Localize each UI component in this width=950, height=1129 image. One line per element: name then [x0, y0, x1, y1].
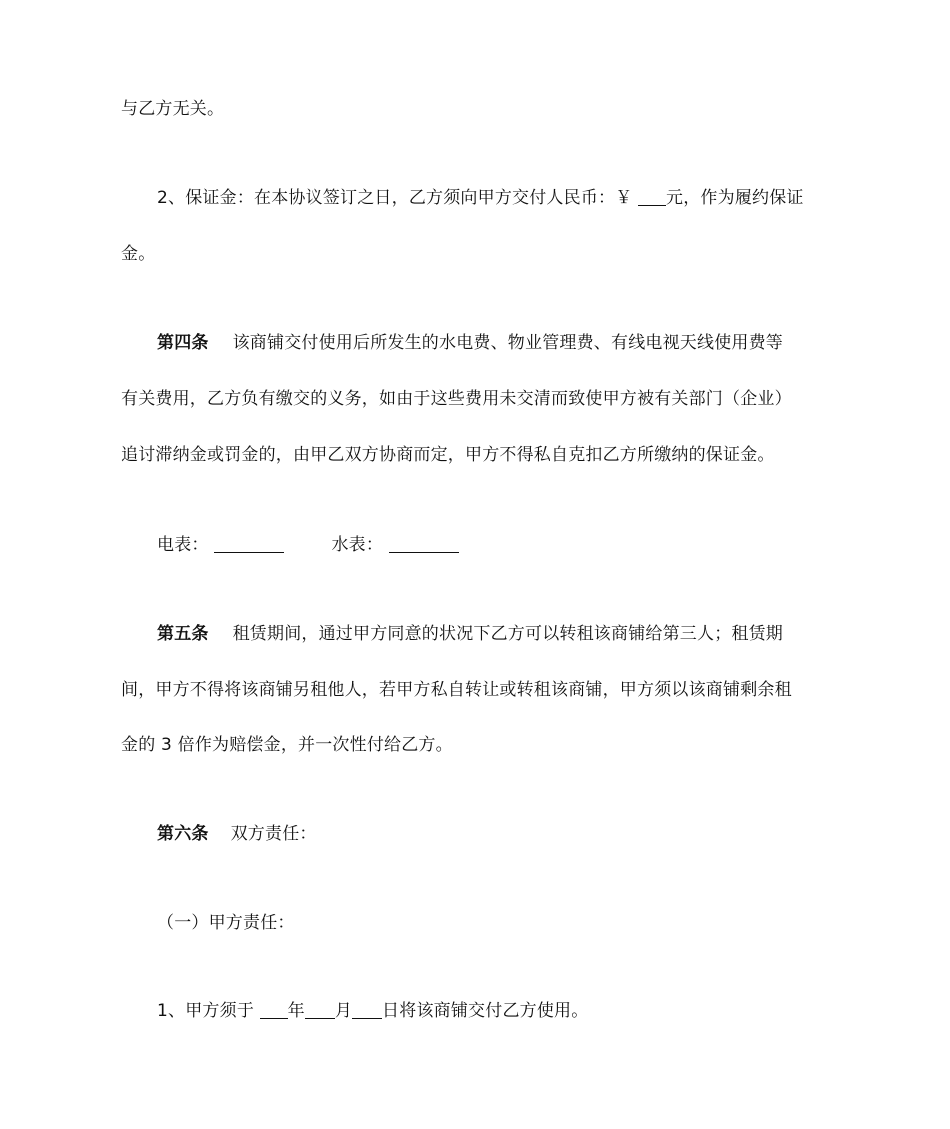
- item1-text-b: 年: [287, 1001, 305, 1021]
- day-blank: [352, 1000, 382, 1019]
- article5-line3: [121, 733, 833, 757]
- article6: [157, 822, 833, 846]
- deposit-clause: [157, 186, 833, 210]
- article4-line1: [157, 331, 833, 355]
- article5-line1: [157, 622, 833, 646]
- deposit-text-b: 元，作为履约保证: [666, 188, 804, 208]
- deposit-text-c: 金。: [121, 244, 156, 264]
- article4-text-3: 追讨滞纳金或罚金的，由甲乙双方协商而定，甲方不得私自克扣乙方所缴纳的保证金。: [121, 445, 775, 465]
- item1-text-a: 1、甲方须于: [157, 1001, 255, 1021]
- paragraph-continuation: [121, 97, 833, 121]
- deposit-clause-cont: [121, 242, 833, 266]
- article4-text-1: 该商铺交付使用后所发生的水电费、物业管理费、有线电视天线使用费等: [232, 333, 784, 353]
- item1-text-c: 月: [334, 1001, 353, 1021]
- article5-line2: [121, 678, 833, 702]
- meter-readings: [157, 533, 833, 557]
- article5-text-1: 租赁期间，通过甲方同意的状况下乙方可以转租该商铺给第三人；租赁期: [232, 624, 784, 644]
- party-a-heading: [157, 911, 833, 935]
- article4-line3: [121, 443, 833, 467]
- deposit-amount-blank: [638, 187, 666, 206]
- article6-label: 第六条: [157, 824, 209, 844]
- article5-text-2: 间，甲方不得将该商铺另租他人，若甲方私自转让或转租该商铺，甲方须以该商铺剩余租: [121, 680, 792, 700]
- party-a-heading-text: （一）甲方责任：: [157, 913, 295, 933]
- article4-line2: [121, 387, 833, 411]
- text-line: 与乙方无关。: [121, 99, 225, 119]
- party-a-item-1: [157, 999, 833, 1023]
- electric-meter-label: 电表：: [157, 535, 209, 555]
- water-meter-label: 水表：: [331, 535, 384, 555]
- deposit-text-a: 2、保证金：在本协议签订之日，乙方须向甲方交付人民币：￥: [157, 188, 633, 208]
- item1-text-d: 日将该商铺交付乙方使用。: [382, 1001, 589, 1021]
- water-meter-blank: [389, 534, 459, 553]
- article5-label: 第五条: [157, 624, 209, 644]
- article6-text: 双方责任：: [230, 824, 317, 844]
- month-blank: [305, 1000, 335, 1019]
- article5-text-3: 金的 3 倍作为赔偿金，并一次性付给乙方。: [121, 735, 453, 755]
- article4-label: 第四条: [157, 333, 209, 353]
- electric-meter-blank: [214, 534, 284, 553]
- article4-text-2: 有关费用，乙方负有缴交的义务，如由于这些费用未交清而致使甲方被有关部门（企业）: [121, 389, 792, 409]
- year-blank: [260, 1000, 288, 1019]
